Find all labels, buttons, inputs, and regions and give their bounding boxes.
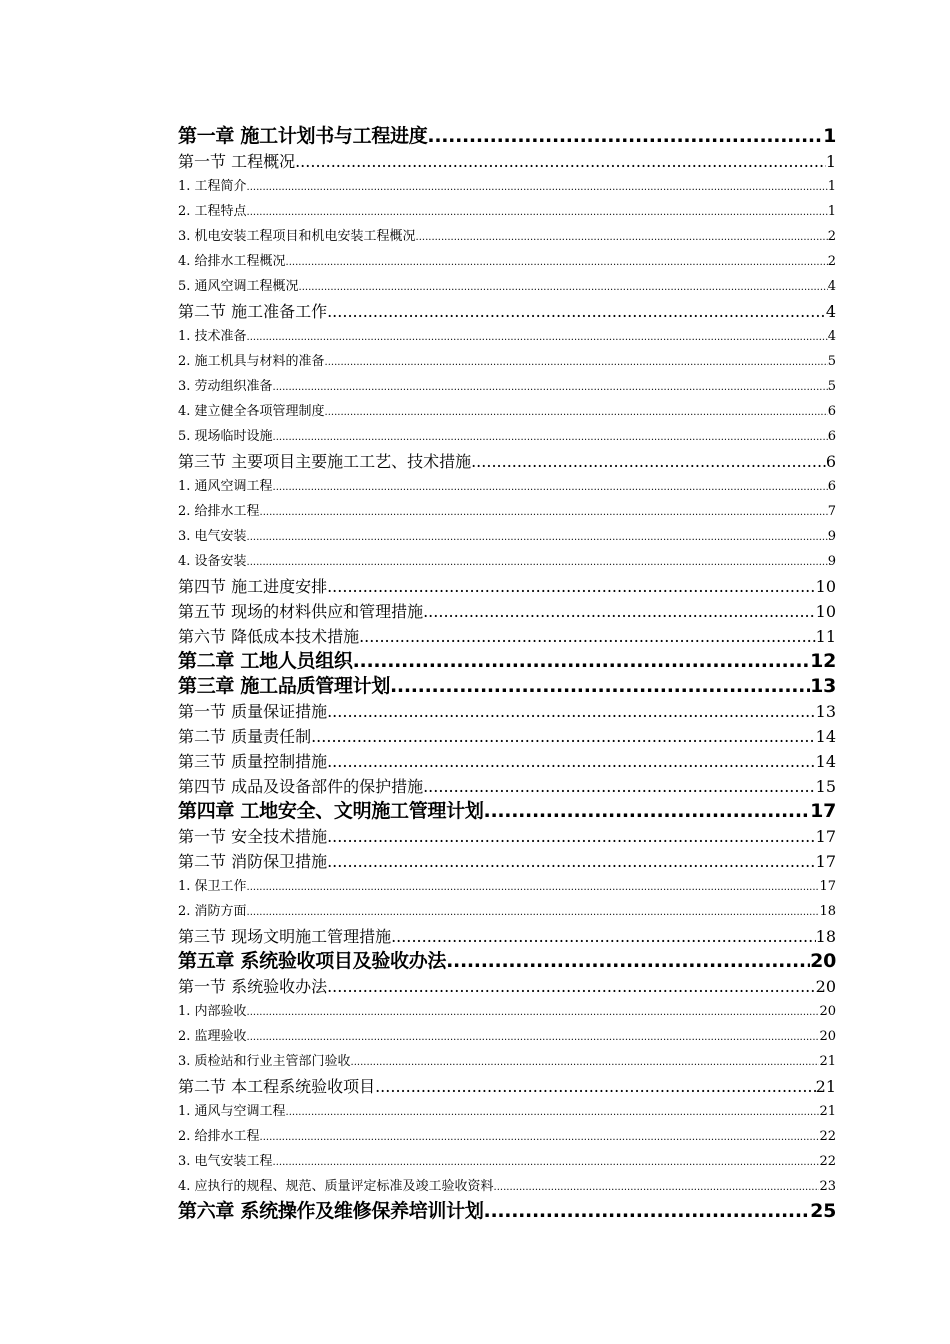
toc-leader-dots [286, 250, 828, 275]
toc-entry-title: 3. 机电安装工程项目和机电安装工程概况 [178, 229, 416, 244]
toc-leader-dots [390, 674, 810, 699]
toc-section-entry[interactable] [178, 924, 836, 949]
toc-subsection-entry[interactable] [178, 424, 836, 449]
toc-leader-dots [260, 500, 828, 525]
toc-page-number: 21 [819, 1104, 836, 1119]
toc-chapter-entry[interactable] [178, 799, 836, 824]
toc-leader-dots [484, 799, 811, 824]
toc-entry-title: 第三节 质量控制措施 [178, 752, 328, 771]
toc-entry-title: 第三节 主要项目主要施工工艺、技术措施 [178, 452, 472, 471]
toc-leader-dots [391, 924, 816, 949]
toc-entry-title: 3. 电气安装 [178, 529, 247, 544]
toc-leader-dots [327, 749, 816, 774]
toc-leader-dots [353, 649, 811, 674]
toc-chapter-entry[interactable] [178, 1199, 836, 1224]
toc-leader-dots [325, 350, 828, 375]
toc-leader-dots [273, 425, 828, 450]
toc-entry-title: 1. 保卫工作 [178, 879, 247, 894]
toc-section-entry[interactable] [178, 449, 836, 474]
toc-entry-title: 第三节 现场文明施工管理措施 [178, 927, 392, 946]
toc-leader-dots [494, 1175, 820, 1200]
toc-section-entry[interactable] [178, 724, 836, 749]
toc-leader-dots [247, 325, 828, 350]
toc-entry-title: 4. 给排水工程概况 [178, 254, 286, 269]
table-of-contents [178, 124, 836, 1224]
toc-page-number: 13 [815, 702, 836, 721]
toc-subsection-entry[interactable] [178, 174, 836, 199]
toc-section-entry[interactable] [178, 749, 836, 774]
toc-leader-dots [351, 1050, 820, 1075]
toc-page-number: 6 [827, 429, 836, 444]
toc-entry-title: 4. 建立健全各项管理制度 [178, 404, 325, 419]
toc-section-entry[interactable] [178, 824, 836, 849]
toc-page-number: 17 [815, 852, 836, 871]
toc-page-number: 1 [823, 125, 836, 147]
toc-entry-title: 第二节 施工准备工作 [178, 302, 328, 321]
toc-entry-title: 2. 监理验收 [178, 1029, 247, 1044]
toc-entry-title: 第四节 成品及设备部件的保护措施 [178, 777, 424, 796]
toc-leader-dots [423, 599, 816, 624]
toc-entry-title: 第一节 工程概况 [178, 152, 296, 171]
toc-page-number: 23 [819, 1179, 836, 1194]
toc-entry-title: 3. 电气安装工程 [178, 1154, 273, 1169]
toc-chapter-entry[interactable] [178, 649, 836, 674]
toc-leader-dots [273, 475, 828, 500]
toc-entry-title: 第一章 施工计划书与工程进度 [178, 125, 428, 147]
toc-leader-dots [327, 974, 816, 999]
toc-page-number: 6 [827, 479, 836, 494]
toc-subsection-entry[interactable] [178, 399, 836, 424]
toc-leader-dots [446, 949, 810, 974]
toc-section-entry[interactable] [178, 149, 836, 174]
toc-page-number: 2 [827, 254, 836, 269]
toc-subsection-entry[interactable] [178, 1124, 836, 1149]
toc-entry-title: 4. 设备安装 [178, 554, 247, 569]
toc-leader-dots [299, 275, 828, 300]
toc-entry-title: 2. 给排水工程 [178, 1129, 260, 1144]
toc-page-number: 20 [815, 977, 836, 996]
toc-subsection-entry[interactable] [178, 874, 836, 899]
toc-subsection-entry[interactable] [178, 224, 836, 249]
toc-subsection-entry[interactable] [178, 249, 836, 274]
toc-subsection-entry[interactable] [178, 999, 836, 1024]
toc-leader-dots [247, 1025, 820, 1050]
toc-subsection-entry[interactable] [178, 474, 836, 499]
toc-entry-title: 第二节 本工程系统验收项目 [178, 1077, 376, 1096]
toc-page-number: 17 [810, 800, 836, 822]
toc-page-number: 20 [819, 1029, 836, 1044]
toc-section-entry[interactable] [178, 849, 836, 874]
toc-page-number: 4 [827, 329, 836, 344]
toc-subsection-entry[interactable] [178, 524, 836, 549]
toc-section-entry[interactable] [178, 974, 836, 999]
toc-leader-dots [247, 875, 820, 900]
toc-subsection-entry[interactable] [178, 549, 836, 574]
toc-page-number: 6 [827, 404, 836, 419]
toc-entry-title: 2. 施工机具与材料的准备 [178, 354, 325, 369]
toc-subsection-entry[interactable] [178, 1099, 836, 1124]
toc-leader-dots [484, 1199, 811, 1224]
toc-chapter-entry[interactable] [178, 949, 836, 974]
toc-leader-dots [327, 299, 826, 324]
toc-page-number: 13 [810, 675, 836, 697]
toc-page-number: 20 [819, 1004, 836, 1019]
toc-section-entry[interactable] [178, 1074, 836, 1099]
toc-entry-title: 第五节 现场的材料供应和管理措施 [178, 602, 424, 621]
toc-page-number: 5 [827, 354, 836, 369]
toc-leader-dots [247, 175, 828, 200]
toc-leader-dots [471, 449, 826, 474]
toc-subsection-entry[interactable] [178, 1049, 836, 1074]
toc-leader-dots [423, 774, 816, 799]
toc-page-number: 22 [819, 1154, 836, 1169]
toc-entry-title: 第五章 系统验收项目及验收办法 [178, 950, 447, 972]
toc-subsection-entry[interactable] [178, 274, 836, 299]
toc-page-number: 15 [815, 777, 836, 796]
toc-entry-title: 1. 通风与空调工程 [178, 1104, 286, 1119]
toc-page-number: 1 [827, 179, 836, 194]
toc-entry-title: 1. 工程简介 [178, 179, 247, 194]
toc-page-number: 25 [810, 1200, 836, 1222]
toc-page-number: 5 [827, 379, 836, 394]
toc-page-number: 4 [827, 279, 836, 294]
toc-page-number: 1 [827, 204, 836, 219]
toc-page-number: 22 [819, 1129, 836, 1144]
toc-page-number: 2 [827, 229, 836, 244]
toc-leader-dots [260, 1125, 820, 1150]
toc-leader-dots [327, 824, 816, 849]
toc-page-number: 11 [815, 627, 836, 646]
toc-entry-title: 3. 劳动组织准备 [178, 379, 273, 394]
toc-leader-dots [247, 200, 828, 225]
toc-leader-dots [427, 124, 823, 149]
toc-leader-dots [327, 699, 816, 724]
toc-entry-title: 第二节 消防保卫措施 [178, 852, 328, 871]
toc-entry-title: 第一节 系统验收办法 [178, 977, 328, 996]
toc-leader-dots [273, 1150, 820, 1175]
toc-page-number: 7 [827, 504, 836, 519]
toc-section-entry[interactable] [178, 699, 836, 724]
toc-section-entry[interactable] [178, 299, 836, 324]
toc-leader-dots [311, 724, 816, 749]
toc-leader-dots [247, 900, 820, 925]
toc-entry-title: 第六章 系统操作及维修保养培训计划 [178, 1200, 484, 1222]
toc-page-number: 9 [827, 554, 836, 569]
toc-entry-title: 第三章 施工品质管理计划 [178, 675, 391, 697]
toc-entry-title: 第四节 施工进度安排 [178, 577, 328, 596]
toc-subsection-entry[interactable] [178, 349, 836, 374]
toc-subsection-entry[interactable] [178, 199, 836, 224]
toc-entry-title: 2. 消防方面 [178, 904, 247, 919]
toc-page-number: 21 [819, 1054, 836, 1069]
toc-entry-title: 第一节 质量保证措施 [178, 702, 328, 721]
toc-leader-dots [247, 550, 828, 575]
toc-page-number: 10 [815, 577, 836, 596]
toc-entry-title: 第四章 工地安全、文明施工管理计划 [178, 800, 484, 822]
toc-subsection-entry[interactable] [178, 1149, 836, 1174]
toc-section-entry[interactable] [178, 574, 836, 599]
toc-subsection-entry[interactable] [178, 499, 836, 524]
toc-leader-dots [375, 1074, 816, 1099]
toc-page-number: 6 [825, 452, 836, 471]
toc-page-number: 14 [815, 727, 836, 746]
toc-page-number: 21 [815, 1077, 836, 1096]
toc-entry-title: 1. 技术准备 [178, 329, 247, 344]
toc-chapter-entry[interactable] [178, 124, 836, 149]
toc-entry-title: 4. 应执行的规程、规范、质量评定标准及竣工验收资料 [178, 1179, 494, 1194]
toc-section-entry[interactable] [178, 599, 836, 624]
toc-leader-dots [295, 149, 826, 174]
toc-leader-dots [327, 849, 816, 874]
toc-leader-dots [325, 400, 828, 425]
toc-entry-title: 1. 内部验收 [178, 1004, 247, 1019]
toc-page-number: 9 [827, 529, 836, 544]
toc-entry-title: 3. 质检站和行业主管部门验收 [178, 1054, 351, 1069]
toc-page-number: 20 [810, 950, 836, 972]
toc-page-number: 12 [810, 650, 836, 672]
toc-subsection-entry[interactable] [178, 899, 836, 924]
toc-page-number: 10 [815, 602, 836, 621]
toc-page-number: 17 [815, 827, 836, 846]
toc-entry-title: 1. 通风空调工程 [178, 479, 273, 494]
toc-page-number: 4 [825, 302, 836, 321]
toc-section-entry[interactable] [178, 774, 836, 799]
toc-subsection-entry[interactable] [178, 1174, 836, 1199]
toc-entry-title: 第六节 降低成本技术措施 [178, 627, 360, 646]
toc-entry-title: 第一节 安全技术措施 [178, 827, 328, 846]
toc-page-number: 14 [815, 752, 836, 771]
toc-page-number: 18 [819, 904, 836, 919]
toc-entry-title: 2. 工程特点 [178, 204, 247, 219]
toc-entry-title: 5. 现场临时设施 [178, 429, 273, 444]
toc-entry-title: 2. 给排水工程 [178, 504, 260, 519]
toc-chapter-entry[interactable] [178, 674, 836, 699]
toc-leader-dots [247, 1000, 820, 1025]
toc-subsection-entry[interactable] [178, 1024, 836, 1049]
toc-leader-dots [359, 624, 816, 649]
toc-entry-title: 5. 通风空调工程概况 [178, 279, 299, 294]
toc-leader-dots [247, 525, 828, 550]
toc-leader-dots [416, 225, 828, 250]
toc-page-number: 1 [825, 152, 836, 171]
toc-subsection-entry[interactable] [178, 324, 836, 349]
toc-entry-title: 第二节 质量责任制 [178, 727, 312, 746]
toc-page-number: 18 [815, 927, 836, 946]
toc-leader-dots [286, 1100, 820, 1125]
toc-leader-dots [327, 574, 816, 599]
toc-section-entry[interactable] [178, 624, 836, 649]
toc-entry-title: 第二章 工地人员组织 [178, 650, 353, 672]
toc-leader-dots [273, 375, 828, 400]
toc-page-number: 17 [819, 879, 836, 894]
toc-subsection-entry[interactable] [178, 374, 836, 399]
